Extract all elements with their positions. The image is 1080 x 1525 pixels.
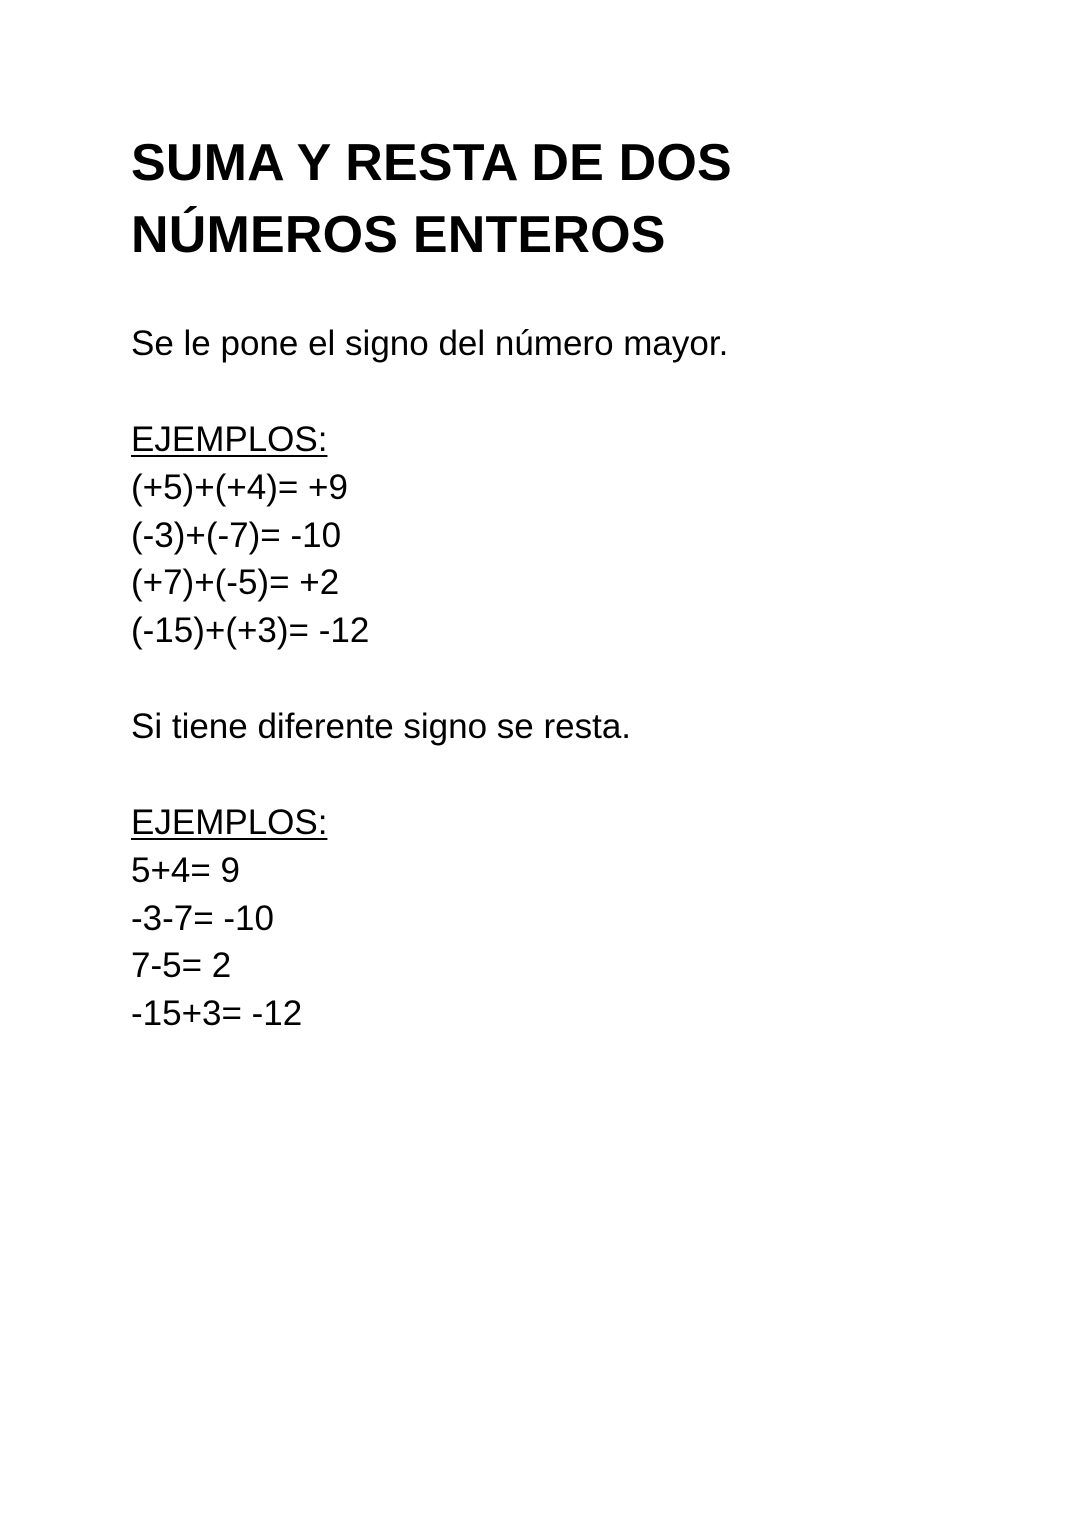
page-title-line-2: NÚMEROS ENTEROS bbox=[131, 206, 666, 264]
examples-heading-2: EJEMPLOS: bbox=[131, 803, 328, 842]
page-title-line-1: SUMA Y RESTA DE DOS bbox=[131, 134, 732, 192]
example-line: (-15)+(+3)= -12 bbox=[131, 611, 370, 650]
examples-heading-1: EJEMPLOS: bbox=[131, 420, 328, 459]
example-line: -3-7= -10 bbox=[131, 899, 274, 938]
example-line: 5+4= 9 bbox=[131, 851, 240, 890]
example-line: 7-5= 2 bbox=[131, 946, 232, 985]
example-line: (-3)+(-7)= -10 bbox=[131, 516, 342, 555]
example-line: (+7)+(-5)= +2 bbox=[131, 563, 340, 602]
example-line: (+5)+(+4)= +9 bbox=[131, 468, 348, 507]
example-line: -15+3= -12 bbox=[131, 994, 303, 1033]
rule-text-1: Se le pone el signo del número mayor. bbox=[131, 324, 729, 363]
rule-text-2: Si tiene diferente signo se resta. bbox=[131, 707, 632, 746]
